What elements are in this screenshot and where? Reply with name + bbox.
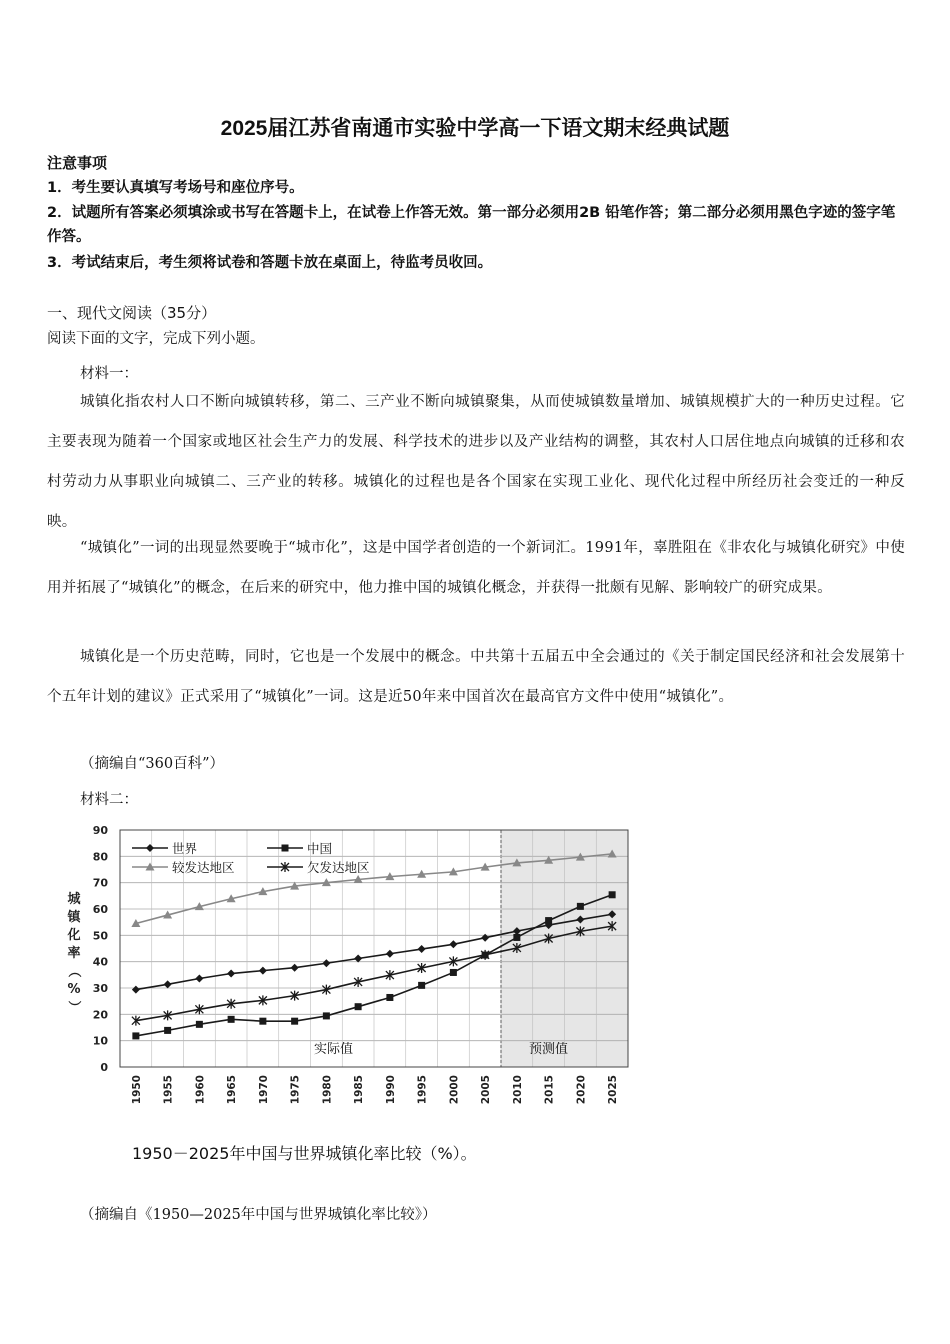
data-point-s0	[132, 986, 140, 994]
y-axis-label-char: %	[67, 982, 81, 997]
data-point-s0	[164, 980, 172, 988]
data-point-s1-shape	[259, 1018, 266, 1025]
y-tick-label: 40	[92, 955, 108, 969]
data-point-s1-shape	[164, 1027, 171, 1034]
data-point-s1-shape	[513, 934, 520, 941]
legend-marker-shape	[282, 845, 289, 852]
y-tick-label: 0	[100, 1061, 108, 1074]
y-tick-label: 50	[92, 929, 108, 943]
x-tick-label: 1990	[384, 1075, 397, 1105]
x-tick-label: 1960	[194, 1075, 207, 1105]
data-point-s1	[164, 1027, 171, 1034]
legend-label: 欠发达地区	[307, 860, 370, 875]
y-tick-label: 20	[92, 1008, 108, 1022]
data-point-s1	[609, 891, 616, 898]
y-axis-label-char: 镇	[67, 910, 81, 925]
data-point-s1	[577, 903, 584, 910]
data-point-s0-shape	[291, 964, 299, 972]
y-tick-label: 70	[92, 876, 108, 890]
data-point-s0-shape	[449, 940, 457, 948]
data-point-s0-shape	[132, 986, 140, 994]
x-tick-label: 2010	[511, 1075, 524, 1105]
section-heading: 一、现代文阅读（35分）	[47, 304, 217, 322]
notice-item-1: 1．考生要认真填写考场号和座位序号。	[47, 180, 304, 196]
data-point-s0-shape	[386, 950, 394, 958]
data-point-s1-shape	[291, 1018, 298, 1025]
y-tick-label: 90	[92, 824, 108, 837]
data-point-s1	[513, 934, 520, 941]
data-point-s0-shape	[164, 980, 172, 988]
data-point-s1	[291, 1018, 298, 1025]
legend-marker-shape	[146, 844, 154, 852]
x-tick-label: 2000	[448, 1075, 461, 1105]
legend-label: 世界	[172, 841, 198, 856]
source-note-2: （摘编自《1950—2025年中国与世界城镇化率比较》）	[80, 1207, 437, 1223]
data-point-s1-shape	[418, 982, 425, 989]
y-axis-label-char: （	[66, 964, 81, 978]
notice-item-2: 2．试题所有答案必须填涂或书写在答题卡上，在试卷上作答无效。第一部分必须用2B 铅笔作答；第二部分必须用黑色字迹的签字笔作答。	[47, 205, 896, 245]
data-point-s1-shape	[386, 994, 393, 1001]
data-point-s0-shape	[259, 967, 267, 975]
data-point-s0	[195, 975, 203, 983]
data-point-s0-shape	[227, 970, 235, 978]
data-point-s1	[228, 1016, 235, 1023]
data-point-s0-shape	[481, 934, 489, 942]
y-tick-label: 80	[92, 850, 108, 864]
x-tick-label: 1975	[289, 1075, 302, 1105]
data-point-s1-shape	[228, 1016, 235, 1023]
paragraph-1: 城镇化指农村人口不断向城镇转移，第二、三产业不断向城镇聚集，从而使城镇数量增加、城镇规模扩大的一种历史过程。它主要表现为随着一个国家或地区社会生产力的发展、科学技术的进步以及产业结构的调整，其农村人口居住地点向城镇的迁移和农村劳动力从事职业向城镇二、三产业的转移。城镇化的过程也是各个国家在实现工业化、现代化过程中所经历社会变迁的一种反映。	[47, 394, 905, 530]
reading-instruction: 阅读下面的文字，完成下列小题。	[47, 331, 265, 347]
data-point-s0	[449, 940, 457, 948]
x-tick-label: 2020	[575, 1075, 588, 1105]
x-tick-label: 1985	[353, 1075, 366, 1105]
data-point-s1	[386, 994, 393, 1001]
y-tick-label: 60	[92, 903, 108, 916]
x-tick-label: 1970	[257, 1075, 270, 1105]
page-title: 2025届江苏省南通市实验中学高一下语文期末经典试题	[220, 117, 730, 140]
data-point-s1	[450, 969, 457, 976]
data-point-s1-shape	[196, 1021, 203, 1028]
x-tick-label: 1965	[226, 1075, 239, 1105]
data-point-s1	[545, 917, 552, 924]
paragraph-3: 城镇化是一个历史范畴，同时，它也是一个发展中的概念。中共第十五届五中全会通过的《关于制定国民经济和社会发展第十个五年计划的建议》正式采用了“城镇化”一词。这是近50年来中国首次在最高官方文件中使用“城镇化”。	[47, 649, 905, 705]
data-point-s1	[259, 1018, 266, 1025]
y-tick-label: 10	[92, 1034, 108, 1048]
y-axis-label-char: ）	[66, 1000, 81, 1014]
data-point-s0-shape	[322, 959, 330, 967]
data-point-s1-shape	[609, 891, 616, 898]
material-two-label: 材料二：	[80, 792, 138, 808]
data-point-s0	[481, 934, 489, 942]
x-tick-label: 1995	[416, 1075, 429, 1105]
y-axis-label-char: 城	[67, 892, 81, 907]
y-tick-label: 30	[92, 982, 108, 995]
x-tick-label: 1955	[162, 1075, 175, 1105]
data-point-s0	[322, 959, 330, 967]
data-point-s1-shape	[323, 1012, 330, 1019]
data-point-s0-shape	[418, 945, 426, 953]
x-tick-label: 2025	[607, 1075, 620, 1105]
paragraph-2: “城镇化”一词的出现显然要晚于“城市化”，这是中国学者创造的一个新词汇。1991年，辜胜阻在《非农化与城镇化研究》中使用并拓展了“城镇化”的概念，在后来的研究中，他力推中国的城镇化概念，并获得一批颇有见解、影响较广的研究成果。	[47, 540, 905, 596]
data-point-s1	[418, 982, 425, 989]
legend-label: 较发达地区	[172, 860, 235, 875]
source-note-1: （摘编自“360百科”）	[80, 756, 225, 772]
data-point-s0	[418, 945, 426, 953]
chart-caption: 1950－2025年中国与世界城镇化率比较（%）。	[132, 1144, 477, 1163]
data-point-s0	[291, 964, 299, 972]
y-axis-label-char: 化	[67, 928, 81, 943]
data-point-s1	[132, 1032, 139, 1039]
actual-region-label: 实际值	[314, 1042, 354, 1057]
notice-heading: 注意事项	[47, 154, 108, 172]
x-tick-label: 2005	[480, 1075, 493, 1105]
data-point-s0	[259, 967, 267, 975]
data-point-s0	[386, 950, 394, 958]
legend-label: 中国	[307, 841, 333, 856]
data-point-s1-shape	[132, 1032, 139, 1039]
legend-marker	[282, 845, 289, 852]
forecast-region-label: 预测值	[529, 1042, 569, 1057]
material-one-label: 材料一：	[80, 366, 138, 382]
data-point-s0	[227, 970, 235, 978]
y-axis-label-char: 率	[67, 946, 81, 961]
legend-marker	[146, 844, 154, 852]
data-point-s1-shape	[355, 1003, 362, 1010]
x-tick-label: 1980	[321, 1075, 334, 1105]
x-tick-label: 1950	[130, 1075, 143, 1105]
data-point-s1	[355, 1003, 362, 1010]
data-point-s1-shape	[450, 969, 457, 976]
data-point-s1-shape	[577, 903, 584, 910]
data-point-s1	[196, 1021, 203, 1028]
notice-item-3: 3．考试结束后，考生须将试卷和答题卡放在桌面上，待监考员收回。	[47, 255, 493, 271]
x-tick-label: 2015	[543, 1075, 556, 1105]
data-point-s0-shape	[195, 975, 203, 983]
data-point-s1-shape	[545, 917, 552, 924]
data-point-s1	[323, 1012, 330, 1019]
urbanization-line-chart	[62, 818, 642, 1123]
